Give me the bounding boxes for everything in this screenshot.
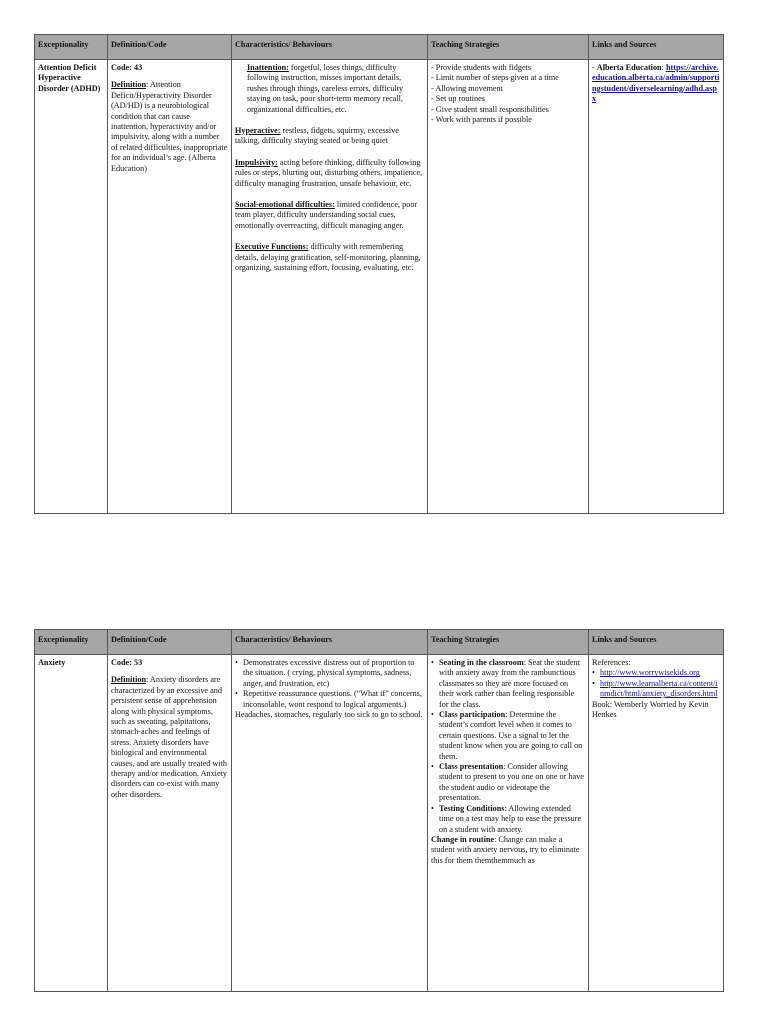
- table-row: [35, 60, 724, 514]
- list-item: • Repetitive reassurance questions. (“What if” concerns, inconsolable, wont respond to logical arguments.): [235, 689, 424, 710]
- source-link[interactable]: https://archive.education.alberta.ca/admin/supportingstudent/diverselearning/adhd.aspx: [592, 63, 720, 104]
- strategies-list: [431, 63, 585, 125]
- definition-label: Definition: [111, 80, 147, 90]
- char-text: difficulty with remembering details, delaying gratification, self-monitoring, planning, organizing, sustaining effort, focusing, evaluating, etc.: [235, 242, 421, 273]
- references-label: References:: [592, 658, 631, 667]
- anxiety-table: [34, 629, 724, 992]
- strategy-text: : Determine the student’s comfort level when it comes to certain questions. Use a signal to let the student know when you are going to call on them.: [439, 710, 583, 761]
- header-links: Links and Sources: [589, 630, 724, 655]
- exceptionality-cell: [35, 60, 108, 514]
- header-characteristics: Characteristics/ Behaviours: [232, 35, 428, 60]
- strategies-cell: [428, 60, 589, 514]
- header-links: Links and Sources: [589, 35, 724, 60]
- change-label: Change in routine: [431, 834, 495, 844]
- definition-cell: [108, 655, 232, 992]
- list-item: - Give student small responsibilities: [431, 105, 585, 115]
- header-row: [35, 35, 724, 60]
- header-strategies: Teaching Strategies: [428, 35, 589, 60]
- strategy-text: : Allowing extended time on a test may help to ease the pressure on a student with anxiety.: [439, 803, 582, 834]
- links-label: Alberta Education: [596, 63, 662, 72]
- characteristics-tail: Headaches, stomaches, regularly too sick to go to school.: [235, 710, 423, 720]
- exceptionality-name: Attention Deficit Hyperactive Disorder (ADHD): [38, 63, 101, 93]
- char-label: Inattention:: [247, 63, 289, 72]
- char-text: limited confidence, poor team player, difficulty understanding social cues, emotionally overreacting, difficult managing anger.: [235, 200, 418, 230]
- header-definition: Definition/Code: [108, 630, 232, 655]
- links-cell: - Alberta Education: https://archive.education.alberta.ca/admin/supportingstudent/diverselearning/adhd.aspx: [589, 60, 724, 514]
- list-item: - Limit number of steps given at a time: [431, 73, 585, 83]
- change-text: : Change can make a student with anxiety nervous, try to eliminate this for them themthemmuch as: [431, 834, 580, 865]
- exceptionality-cell: [35, 655, 108, 992]
- strategy-label: Class participation: [439, 710, 506, 720]
- adhd-table: [34, 34, 724, 514]
- code-value: 53: [133, 658, 143, 667]
- code-label: Code:: [111, 658, 132, 667]
- list-item: [431, 658, 585, 710]
- characteristics-list: [235, 658, 424, 710]
- code-value: 43: [133, 63, 143, 72]
- header-strategies: Teaching Strategies: [428, 630, 589, 655]
- list-item: [431, 804, 585, 835]
- strategies-list: [431, 658, 585, 835]
- char-label: Impulsivity:: [235, 157, 278, 167]
- header-exceptionality: Exceptionality: [35, 35, 108, 60]
- list-item: [592, 679, 720, 700]
- char-text: acting before thinking, difficulty following rules or steps, blurting out, disturbing others, impatience, difficulty managing frustration, unsafe behaviour, etc.: [235, 157, 423, 188]
- list-item: - Provide students with fidgets: [431, 63, 585, 73]
- header-characteristics: Characteristics/ Behaviours: [232, 630, 428, 655]
- code-label: Code:: [111, 63, 132, 72]
- reference-link[interactable]: http://www.learnalberta.ca/content/inmdict/html/anxiety_disorders.html: [600, 678, 718, 699]
- links-cell: [589, 655, 724, 992]
- char-label: Hyperactive:: [235, 126, 281, 136]
- strategies-cell: [428, 655, 589, 992]
- exceptionality-name: Anxiety: [38, 658, 66, 667]
- char-text: forgetful, loses things, difficulty following instruction, misses important details, rushes through things, careless errors, difficulty staying on task, poor short-term memory recall, organizational difficulties, etc.: [247, 63, 404, 114]
- header-row: [35, 630, 724, 655]
- list-item: [592, 668, 720, 678]
- definition-text: : Attention Deficit/Hyperactivity Disorder (AD/HD) is a neurobiological condition that can cause inattention, hyperactivity and/or impulsivity, along with a number of related difficulties, inappropriate for an individual’s age. (Alberta Education): [111, 80, 228, 173]
- list-item: - Set up routines: [431, 94, 585, 104]
- header-definition: Definition/Code: [108, 35, 232, 60]
- characteristics-cell: [232, 60, 428, 514]
- strategy-label: Seating in the classroom: [439, 658, 524, 667]
- list-item: - Work with parents if possible: [431, 115, 585, 125]
- table-row: [35, 655, 724, 992]
- list-item: • Demonstrates excessive distress out of proportion to the situation. ( crying, physical symptoms, sadness, anger, and frustration, etc): [235, 658, 424, 689]
- list-item: [431, 710, 585, 762]
- strategy-label: Class presentation: [439, 762, 504, 772]
- strategy-label: Testing Conditions: [439, 803, 505, 813]
- char-label: Executive Functions:: [235, 242, 309, 252]
- reference-link[interactable]: http://www.worrywisekids.org: [600, 668, 700, 678]
- definition-cell: [108, 60, 232, 514]
- char-label: Social-emotional difficulties:: [235, 200, 335, 210]
- header-exceptionality: Exceptionality: [35, 630, 108, 655]
- char-text: restless, fidgets, squirmy, excessive talking, difficulty staying seated or being quiet: [235, 126, 399, 146]
- definition-label: Definition: [111, 675, 147, 685]
- definition-text: : Anxiety disorders are characterized by an excessive and persistent sense of apprehension along with physical symptoms, such as sweating, palpitations, stomach-aches and feelings of stress. Anxiety disorders have biological and environmental causes, and are usually treated with therapy and/or medication. Anxiety disorders can co-exist with many other disorders.: [111, 675, 227, 799]
- list-item: [431, 762, 585, 804]
- references-list: [592, 668, 720, 699]
- strategy-text: : Seat the student with anxiety away from the rambunctious classmates so they are more focused on their work rather than feeling responsible for the class.: [439, 658, 580, 709]
- characteristics-cell: [232, 655, 428, 992]
- book-reference: Book: Wemberly Worried by Kevin Henkes: [592, 699, 709, 720]
- list-item: - Allowing movement: [431, 84, 585, 94]
- strategy-text: : Consider allowing student to present to you one on one or have the student audio or videotape the presentation.: [439, 762, 584, 803]
